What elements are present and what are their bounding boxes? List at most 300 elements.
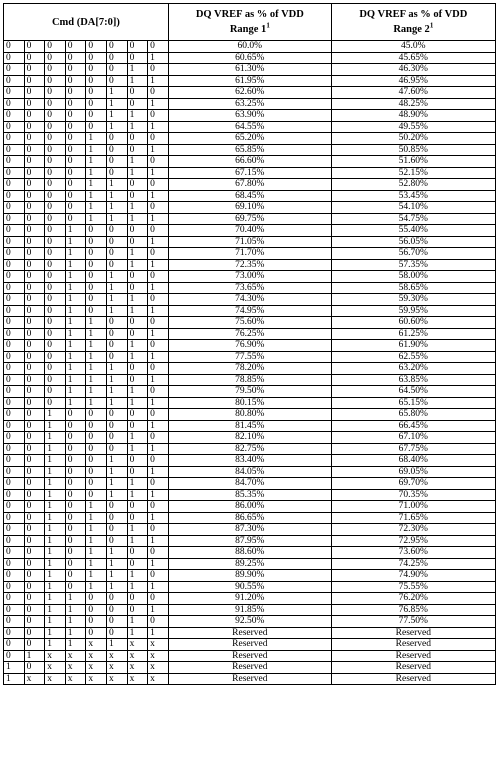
cmd-bit-cell: 0 bbox=[4, 282, 25, 294]
cmd-bit-cell: 1 bbox=[106, 386, 127, 398]
cmd-bit-cell: 1 bbox=[127, 489, 148, 501]
table-row bbox=[4, 317, 496, 329]
range2-column-header bbox=[331, 4, 495, 41]
cmd-bit-cell: 0 bbox=[127, 328, 148, 340]
cmd-bit-cell: 0 bbox=[86, 305, 107, 317]
cmd-bit-cell: 0 bbox=[45, 282, 66, 294]
cmd-bit-cell: 0 bbox=[24, 110, 45, 122]
cmd-bit-cell: 1 bbox=[148, 121, 169, 133]
cmd-bit-cell: 1 bbox=[65, 351, 86, 363]
cmd-bit-cell: 0 bbox=[4, 432, 25, 444]
cmd-bit-cell: 1 bbox=[127, 213, 148, 225]
range1-value-cell: 86.00% bbox=[168, 501, 331, 513]
cmd-bit-cell: 0 bbox=[24, 639, 45, 651]
cmd-bit-cell: 0 bbox=[4, 593, 25, 605]
cmd-bit-cell: 0 bbox=[148, 87, 169, 99]
table-row bbox=[4, 409, 496, 421]
range1-value-cell: 74.30% bbox=[168, 294, 331, 306]
cmd-bit-cell: 0 bbox=[127, 593, 148, 605]
cmd-bit-cell: 1 bbox=[86, 317, 107, 329]
cmd-bit-cell: 0 bbox=[45, 156, 66, 168]
cmd-bit-cell: 1 bbox=[86, 351, 107, 363]
table-body bbox=[4, 41, 496, 685]
cmd-bit-cell: 0 bbox=[127, 512, 148, 524]
range1-value-cell: 81.45% bbox=[168, 420, 331, 432]
cmd-bit-cell: 0 bbox=[45, 328, 66, 340]
cmd-bit-cell: 0 bbox=[148, 340, 169, 352]
range1-value-cell: 92.50% bbox=[168, 616, 331, 628]
cmd-bit-cell: x bbox=[65, 673, 86, 685]
cmd-bit-cell: 0 bbox=[45, 133, 66, 145]
cmd-bit-cell: 0 bbox=[45, 213, 66, 225]
cmd-bit-cell: 1 bbox=[45, 547, 66, 559]
cmd-bit-cell: 0 bbox=[4, 75, 25, 87]
cmd-bit-cell: 0 bbox=[148, 455, 169, 467]
cmd-bit-cell: x bbox=[65, 662, 86, 674]
cmd-bit-cell: 1 bbox=[65, 259, 86, 271]
range2-value-cell: 72.95% bbox=[331, 535, 495, 547]
cmd-bit-cell: 0 bbox=[24, 363, 45, 375]
cmd-bit-cell: 0 bbox=[127, 87, 148, 99]
cmd-bit-cell: 1 bbox=[127, 167, 148, 179]
cmd-bit-cell: 1 bbox=[86, 535, 107, 547]
cmd-bit-cell: 0 bbox=[148, 156, 169, 168]
cmd-bit-cell: 0 bbox=[4, 558, 25, 570]
range1-value-cell: 86.65% bbox=[168, 512, 331, 524]
cmd-bit-cell: 0 bbox=[148, 133, 169, 145]
range2-value-cell: 72.30% bbox=[331, 524, 495, 536]
cmd-bit-cell: 0 bbox=[4, 167, 25, 179]
cmd-bit-cell: 0 bbox=[4, 271, 25, 283]
cmd-bit-cell: 0 bbox=[127, 236, 148, 248]
cmd-bit-cell: 1 bbox=[65, 225, 86, 237]
cmd-bit-cell: 0 bbox=[4, 144, 25, 156]
cmd-bit-cell: 1 bbox=[45, 432, 66, 444]
cmd-bit-cell: 0 bbox=[65, 524, 86, 536]
cmd-bit-cell: 1 bbox=[24, 650, 45, 662]
cmd-bit-cell: 0 bbox=[24, 593, 45, 605]
cmd-bit-cell: 1 bbox=[86, 133, 107, 145]
table-row bbox=[4, 501, 496, 513]
range2-header-label: Range 2 bbox=[393, 24, 430, 35]
table-row bbox=[4, 547, 496, 559]
range1-value-cell: 87.30% bbox=[168, 524, 331, 536]
cmd-bit-cell: 0 bbox=[24, 213, 45, 225]
cmd-bit-cell: 0 bbox=[24, 259, 45, 271]
cmd-bit-cell: 0 bbox=[127, 420, 148, 432]
cmd-bit-cell: 0 bbox=[65, 466, 86, 478]
cmd-bit-cell: 1 bbox=[148, 328, 169, 340]
cmd-bit-cell: 0 bbox=[4, 305, 25, 317]
vref-settings-table bbox=[3, 3, 496, 685]
cmd-bit-cell: 1 bbox=[148, 98, 169, 110]
cmd-bit-cell: 0 bbox=[65, 87, 86, 99]
cmd-bit-cell: 1 bbox=[86, 156, 107, 168]
range1-value-cell: Reserved bbox=[168, 673, 331, 685]
cmd-bit-cell: 1 bbox=[106, 363, 127, 375]
cmd-bit-cell: 1 bbox=[127, 340, 148, 352]
cmd-bit-cell: 0 bbox=[86, 259, 107, 271]
range2-value-cell: 52.15% bbox=[331, 167, 495, 179]
cmd-bit-cell: 0 bbox=[4, 87, 25, 99]
cmd-bit-cell: 0 bbox=[4, 489, 25, 501]
cmd-bit-cell: 0 bbox=[45, 144, 66, 156]
cmd-bit-cell: 0 bbox=[148, 64, 169, 76]
range2-value-cell: 56.70% bbox=[331, 248, 495, 260]
range1-value-cell: 84.05% bbox=[168, 466, 331, 478]
cmd-bit-cell: 1 bbox=[106, 305, 127, 317]
cmd-column-header: Cmd (DA[7:0]) bbox=[4, 4, 169, 41]
cmd-bit-cell: 0 bbox=[4, 386, 25, 398]
range2-header-title: DQ VREF as % of VDD bbox=[359, 9, 468, 20]
table-row bbox=[4, 593, 496, 605]
cmd-bit-cell: 0 bbox=[86, 271, 107, 283]
cmd-bit-cell: 0 bbox=[4, 236, 25, 248]
cmd-bit-cell: 1 bbox=[106, 190, 127, 202]
cmd-bit-cell: 0 bbox=[106, 627, 127, 639]
cmd-bit-cell: 0 bbox=[4, 616, 25, 628]
table-row bbox=[4, 351, 496, 363]
table-row bbox=[4, 639, 496, 651]
cmd-bit-cell: 0 bbox=[86, 627, 107, 639]
cmd-bit-cell: 0 bbox=[127, 409, 148, 421]
cmd-bit-cell: 1 bbox=[45, 466, 66, 478]
cmd-bit-cell: 0 bbox=[24, 616, 45, 628]
cmd-bit-cell: 0 bbox=[4, 98, 25, 110]
cmd-bit-cell: 0 bbox=[86, 87, 107, 99]
cmd-bit-cell: 0 bbox=[4, 501, 25, 513]
range2-value-cell: 58.65% bbox=[331, 282, 495, 294]
table-row bbox=[4, 179, 496, 191]
cmd-bit-cell: x bbox=[45, 673, 66, 685]
range1-value-cell: 60.0% bbox=[168, 41, 331, 53]
range1-value-cell: 77.55% bbox=[168, 351, 331, 363]
cmd-bit-cell: 0 bbox=[45, 179, 66, 191]
cmd-bit-cell: 0 bbox=[45, 386, 66, 398]
cmd-bit-cell: 1 bbox=[127, 570, 148, 582]
cmd-bit-cell: 0 bbox=[127, 547, 148, 559]
range2-value-cell: 50.20% bbox=[331, 133, 495, 145]
cmd-bit-cell: 0 bbox=[45, 374, 66, 386]
table-row bbox=[4, 282, 496, 294]
table-row bbox=[4, 340, 496, 352]
cmd-bit-cell: 1 bbox=[45, 524, 66, 536]
table-row bbox=[4, 294, 496, 306]
cmd-bit-cell: 1 bbox=[106, 294, 127, 306]
cmd-bit-cell: 0 bbox=[24, 455, 45, 467]
cmd-bit-cell: 1 bbox=[148, 581, 169, 593]
range2-value-cell: Reserved bbox=[331, 627, 495, 639]
cmd-bit-cell: 1 bbox=[45, 616, 66, 628]
cmd-bit-cell: 0 bbox=[4, 340, 25, 352]
cmd-bit-cell: 0 bbox=[106, 501, 127, 513]
cmd-bit-cell: 1 bbox=[127, 397, 148, 409]
range1-value-cell: 91.85% bbox=[168, 604, 331, 616]
range2-value-cell: 59.30% bbox=[331, 294, 495, 306]
cmd-bit-cell: 0 bbox=[86, 75, 107, 87]
cmd-bit-cell: 0 bbox=[4, 512, 25, 524]
cmd-bit-cell: 0 bbox=[24, 432, 45, 444]
cmd-bit-cell: 1 bbox=[148, 236, 169, 248]
range2-value-cell: Reserved bbox=[331, 662, 495, 674]
cmd-bit-cell: 0 bbox=[24, 294, 45, 306]
range1-value-cell: 83.40% bbox=[168, 455, 331, 467]
cmd-bit-cell: 1 bbox=[106, 374, 127, 386]
cmd-bit-cell: 0 bbox=[45, 317, 66, 329]
cmd-bit-cell: 0 bbox=[4, 570, 25, 582]
cmd-bit-cell: 0 bbox=[4, 64, 25, 76]
range2-value-cell: 63.85% bbox=[331, 374, 495, 386]
cmd-bit-cell: 1 bbox=[106, 121, 127, 133]
range1-value-cell: 84.70% bbox=[168, 478, 331, 490]
range2-value-cell: 58.00% bbox=[331, 271, 495, 283]
range2-value-cell: 65.80% bbox=[331, 409, 495, 421]
table-row bbox=[4, 236, 496, 248]
range1-value-cell: 61.30% bbox=[168, 64, 331, 76]
range2-header-subtitle bbox=[332, 22, 495, 37]
cmd-bit-cell: 0 bbox=[24, 409, 45, 421]
cmd-bit-cell: 0 bbox=[127, 52, 148, 64]
table-row bbox=[4, 616, 496, 628]
cmd-bit-cell: 1 bbox=[65, 317, 86, 329]
cmd-bit-cell: 0 bbox=[24, 87, 45, 99]
range1-value-cell: 64.55% bbox=[168, 121, 331, 133]
range2-value-cell: 48.90% bbox=[331, 110, 495, 122]
range2-value-cell: 62.55% bbox=[331, 351, 495, 363]
cmd-bit-cell: x bbox=[148, 673, 169, 685]
cmd-bit-cell: 0 bbox=[127, 363, 148, 375]
cmd-bit-cell: 0 bbox=[4, 478, 25, 490]
range2-value-cell: 65.15% bbox=[331, 397, 495, 409]
cmd-bit-cell: 0 bbox=[24, 64, 45, 76]
range1-value-cell: 69.10% bbox=[168, 202, 331, 214]
cmd-bit-cell: 1 bbox=[127, 156, 148, 168]
cmd-bit-cell: 1 bbox=[106, 581, 127, 593]
cmd-bit-cell: 0 bbox=[24, 41, 45, 53]
cmd-bit-cell: 1 bbox=[45, 627, 66, 639]
cmd-bit-cell: 0 bbox=[86, 478, 107, 490]
cmd-bit-cell: x bbox=[86, 662, 107, 674]
cmd-bit-cell: 0 bbox=[4, 639, 25, 651]
cmd-bit-cell: 0 bbox=[24, 282, 45, 294]
cmd-bit-cell: 0 bbox=[148, 386, 169, 398]
cmd-bit-cell: 1 bbox=[127, 294, 148, 306]
range1-footnote-mark: 1 bbox=[266, 21, 270, 30]
cmd-bit-cell: 0 bbox=[24, 386, 45, 398]
cmd-bit-cell: 0 bbox=[24, 317, 45, 329]
cmd-bit-cell: 0 bbox=[4, 41, 25, 53]
cmd-bit-cell: 0 bbox=[45, 167, 66, 179]
cmd-bit-cell: 1 bbox=[106, 202, 127, 214]
cmd-bit-cell: x bbox=[45, 662, 66, 674]
cmd-bit-cell: 1 bbox=[45, 570, 66, 582]
cmd-bit-cell: 1 bbox=[148, 282, 169, 294]
range2-value-cell: 60.60% bbox=[331, 317, 495, 329]
cmd-bit-cell: 1 bbox=[106, 489, 127, 501]
cmd-bit-cell: 0 bbox=[24, 558, 45, 570]
cmd-bit-cell: 0 bbox=[4, 121, 25, 133]
range1-value-cell: 80.80% bbox=[168, 409, 331, 421]
cmd-bit-cell: 0 bbox=[45, 340, 66, 352]
table-row bbox=[4, 328, 496, 340]
cmd-bit-cell: 0 bbox=[86, 455, 107, 467]
cmd-bit-cell: 0 bbox=[127, 179, 148, 191]
cmd-bit-cell: 0 bbox=[127, 604, 148, 616]
table-row bbox=[4, 558, 496, 570]
table-row bbox=[4, 110, 496, 122]
cmd-bit-cell: 0 bbox=[86, 432, 107, 444]
range1-value-cell: 76.25% bbox=[168, 328, 331, 340]
cmd-bit-cell: 0 bbox=[45, 225, 66, 237]
cmd-bit-cell: 0 bbox=[65, 179, 86, 191]
cmd-bit-cell: 0 bbox=[24, 202, 45, 214]
range2-value-cell: 70.35% bbox=[331, 489, 495, 501]
cmd-bit-cell: 1 bbox=[65, 271, 86, 283]
cmd-bit-cell: 0 bbox=[24, 225, 45, 237]
cmd-bit-cell: 1 bbox=[148, 535, 169, 547]
cmd-bit-cell: 0 bbox=[24, 75, 45, 87]
cmd-bit-cell: 1 bbox=[106, 282, 127, 294]
cmd-bit-cell: 0 bbox=[24, 420, 45, 432]
range1-value-cell: 70.40% bbox=[168, 225, 331, 237]
cmd-bit-cell: 0 bbox=[148, 225, 169, 237]
cmd-bit-cell: 0 bbox=[148, 432, 169, 444]
cmd-bit-cell: 0 bbox=[127, 98, 148, 110]
cmd-bit-cell: 1 bbox=[106, 87, 127, 99]
cmd-bit-cell: 0 bbox=[65, 570, 86, 582]
cmd-bit-cell: 0 bbox=[65, 489, 86, 501]
range1-value-cell: 72.35% bbox=[168, 259, 331, 271]
cmd-bit-cell: 0 bbox=[4, 248, 25, 260]
cmd-bit-cell: 0 bbox=[86, 294, 107, 306]
range2-value-cell: 52.80% bbox=[331, 179, 495, 191]
range2-value-cell: 76.20% bbox=[331, 593, 495, 605]
cmd-bit-cell: 1 bbox=[65, 340, 86, 352]
cmd-bit-cell: 1 bbox=[45, 512, 66, 524]
range1-value-cell: 71.05% bbox=[168, 236, 331, 248]
cmd-bit-cell: 1 bbox=[86, 397, 107, 409]
cmd-bit-cell: 0 bbox=[4, 466, 25, 478]
cmd-bit-cell: x bbox=[106, 673, 127, 685]
cmd-bit-cell: 0 bbox=[127, 558, 148, 570]
range2-value-cell: 67.10% bbox=[331, 432, 495, 444]
cmd-bit-cell: 1 bbox=[148, 397, 169, 409]
cmd-bit-cell: 0 bbox=[24, 236, 45, 248]
range2-value-cell: 54.10% bbox=[331, 202, 495, 214]
cmd-bit-cell: 1 bbox=[148, 374, 169, 386]
cmd-bit-cell: 0 bbox=[65, 213, 86, 225]
cmd-bit-cell: 1 bbox=[127, 524, 148, 536]
cmd-bit-cell: 0 bbox=[65, 110, 86, 122]
table-row bbox=[4, 41, 496, 53]
cmd-bit-cell: 1 bbox=[45, 443, 66, 455]
table-row bbox=[4, 144, 496, 156]
range2-value-cell: 77.50% bbox=[331, 616, 495, 628]
table-row bbox=[4, 167, 496, 179]
cmd-bit-cell: 0 bbox=[4, 524, 25, 536]
table-row bbox=[4, 156, 496, 168]
range1-value-cell: 90.55% bbox=[168, 581, 331, 593]
range1-value-cell: 82.75% bbox=[168, 443, 331, 455]
cmd-bit-cell: 0 bbox=[86, 420, 107, 432]
cmd-bit-cell: 0 bbox=[24, 501, 45, 513]
cmd-bit-cell: 0 bbox=[4, 351, 25, 363]
cmd-bit-cell: 0 bbox=[24, 271, 45, 283]
range2-value-cell: 54.75% bbox=[331, 213, 495, 225]
cmd-bit-cell: 0 bbox=[106, 259, 127, 271]
cmd-bit-cell: 0 bbox=[4, 363, 25, 375]
cmd-bit-cell: 0 bbox=[106, 156, 127, 168]
cmd-bit-cell: 0 bbox=[65, 156, 86, 168]
cmd-bit-cell: 0 bbox=[45, 351, 66, 363]
table-row bbox=[4, 248, 496, 260]
range2-value-cell: 75.55% bbox=[331, 581, 495, 593]
cmd-bit-cell: 0 bbox=[24, 248, 45, 260]
cmd-bit-cell: 1 bbox=[86, 512, 107, 524]
cmd-bit-cell: 0 bbox=[148, 179, 169, 191]
cmd-bit-cell: 1 bbox=[106, 213, 127, 225]
range2-value-cell: 66.45% bbox=[331, 420, 495, 432]
range2-value-cell: 45.0% bbox=[331, 41, 495, 53]
cmd-bit-cell: 0 bbox=[65, 41, 86, 53]
cmd-bit-cell: 0 bbox=[65, 547, 86, 559]
cmd-bit-cell: 0 bbox=[45, 190, 66, 202]
cmd-bit-cell: 1 bbox=[45, 455, 66, 467]
range1-value-cell: 68.45% bbox=[168, 190, 331, 202]
cmd-bit-cell: 1 bbox=[127, 110, 148, 122]
cmd-bit-cell: 1 bbox=[148, 604, 169, 616]
table-row bbox=[4, 98, 496, 110]
cmd-bit-cell: 0 bbox=[45, 75, 66, 87]
range1-value-cell: 76.90% bbox=[168, 340, 331, 352]
cmd-bit-cell: 1 bbox=[45, 409, 66, 421]
cmd-bit-cell: 0 bbox=[4, 627, 25, 639]
cmd-bit-cell: 0 bbox=[106, 351, 127, 363]
cmd-bit-cell: 1 bbox=[65, 374, 86, 386]
cmd-bit-cell: 0 bbox=[24, 489, 45, 501]
cmd-bit-cell: 0 bbox=[4, 110, 25, 122]
cmd-bit-cell: 0 bbox=[86, 443, 107, 455]
range1-header-title: DQ VREF as % of VDD bbox=[195, 9, 304, 20]
cmd-bit-cell: 1 bbox=[106, 110, 127, 122]
cmd-bit-cell: 0 bbox=[127, 225, 148, 237]
cmd-bit-cell: 1 bbox=[4, 673, 25, 685]
range1-value-cell: Reserved bbox=[168, 650, 331, 662]
cmd-bit-cell: 1 bbox=[127, 535, 148, 547]
range2-value-cell: 69.70% bbox=[331, 478, 495, 490]
cmd-bit-cell: x bbox=[86, 650, 107, 662]
cmd-bit-cell: 0 bbox=[65, 535, 86, 547]
cmd-bit-cell: 0 bbox=[148, 41, 169, 53]
cmd-bit-cell: 0 bbox=[65, 558, 86, 570]
table-row bbox=[4, 478, 496, 490]
cmd-bit-cell: x bbox=[127, 662, 148, 674]
range1-value-cell: 87.95% bbox=[168, 535, 331, 547]
cmd-bit-cell: 0 bbox=[148, 271, 169, 283]
cmd-bit-cell: 0 bbox=[24, 374, 45, 386]
cmd-bit-cell: 1 bbox=[148, 443, 169, 455]
cmd-bit-cell: 1 bbox=[148, 144, 169, 156]
cmd-bit-cell: 0 bbox=[45, 397, 66, 409]
range1-value-cell: 66.60% bbox=[168, 156, 331, 168]
cmd-bit-cell: 0 bbox=[24, 340, 45, 352]
cmd-bit-cell: 1 bbox=[127, 478, 148, 490]
table-row bbox=[4, 363, 496, 375]
table-row bbox=[4, 259, 496, 271]
range2-value-cell: 47.60% bbox=[331, 87, 495, 99]
table-row bbox=[4, 305, 496, 317]
cmd-bit-cell: x bbox=[148, 650, 169, 662]
